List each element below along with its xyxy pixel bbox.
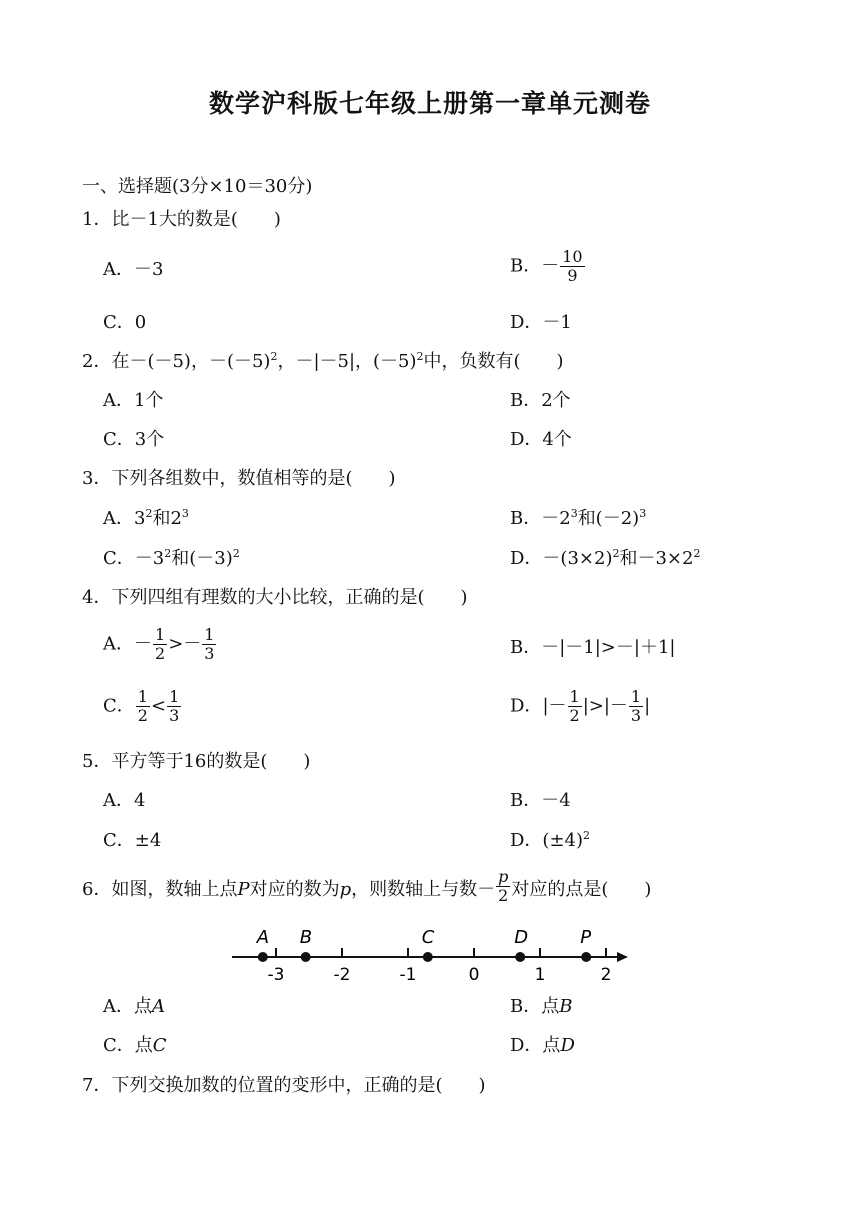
q6-option-a: A．点A: [103, 996, 165, 1017]
q1-option-b: B．－ $\frac{10}{9}$: [510, 247, 583, 285]
question-2-stem: 2．在－(－5)，$-(-5)^2$，－|－5|，$(-5)^2$中，负数有( ): [82, 350, 564, 372]
number-line-figure: [228, 920, 632, 984]
q5-option-b: B．－4: [510, 790, 571, 811]
section-heading: 一、选择题(3分×10＝30分): [82, 176, 313, 197]
point-b: [301, 952, 311, 962]
tick-label: 2: [600, 965, 612, 984]
point-label: P: [580, 927, 592, 948]
question-6-stem: 6．如图，数轴上点P对应的数为p，则数轴上与数－ $\frac{p}{2}$ 对应的点是( ): [82, 867, 652, 905]
tick-label: -1: [399, 965, 417, 984]
point-label: B: [299, 927, 313, 948]
q4-option-d: D．|－ $\frac{1}{2}$ |>|－ $\frac{1}{3}$ |: [510, 687, 651, 725]
q3-option-d: D．$-(3\times 2)^2$和$-3\times 2^2$: [510, 547, 701, 569]
fraction: $\frac{1}{2}$: [569, 687, 580, 725]
q3-option-a: A．$3^2$和$2^3$: [103, 507, 189, 529]
point-d: [515, 952, 525, 962]
q5-option-a: A．4: [103, 790, 146, 811]
q1-option-a: A．－3: [103, 259, 164, 280]
q6-option-c: C．点C: [103, 1035, 167, 1056]
fraction: $\frac{1}{3}$: [169, 687, 180, 725]
tick-label: 0: [468, 965, 480, 984]
q2-option-a: A．1个: [103, 390, 164, 411]
fraction: $\frac{1}{3}$: [630, 687, 642, 725]
q2-option-c: C．3个: [103, 429, 165, 450]
question-7-stem: 7．下列交换加数的位置的变形中，正确的是( ): [82, 1075, 486, 1096]
fraction: $\frac{1}{2}$: [155, 625, 166, 663]
q5-option-d: D．$(\pm 4)^2$: [510, 829, 591, 851]
point-label: C: [421, 927, 435, 948]
q5-option-c: C．±4: [103, 830, 162, 851]
q4-option-b: B．－|－1|>－|＋1|: [510, 637, 676, 658]
point-a: [258, 952, 268, 962]
point-c: [423, 952, 433, 962]
fraction: $\frac{1}{3}$: [204, 625, 215, 663]
q2-option-d: D．4个: [510, 429, 572, 450]
q1-option-c: C．0: [103, 312, 147, 333]
q3-option-c: C．$-3^2$和$(-3)^2$: [103, 547, 240, 569]
tick-label: 1: [534, 965, 546, 984]
q2-option-b: B．2个: [510, 390, 571, 411]
q4-option-c: C． $\frac{1}{2}$ < $\frac{1}{3}$: [103, 687, 180, 725]
point-p: [581, 952, 591, 962]
fraction: $\frac{p}{2}$: [498, 867, 509, 905]
fraction: $\frac{10}{9}$: [562, 247, 583, 285]
fraction: $\frac{1}{2}$: [137, 687, 148, 725]
point-label: D: [514, 927, 529, 948]
question-1-stem: 1．比－1大的数是( ): [82, 209, 281, 230]
point-label: A: [256, 927, 270, 948]
tick-label: -2: [333, 965, 351, 984]
tick-label: -3: [267, 965, 285, 984]
q3-option-b: B．$-2^3$和$(-2)^3$: [510, 507, 647, 529]
q1-option-d: D．－1: [510, 312, 572, 333]
q4-option-a: A．－ $\frac{1}{2}$ >－ $\frac{1}{3}$: [103, 625, 215, 663]
q6-option-b: B．点B: [510, 996, 573, 1017]
q6-option-d: D．点D: [510, 1035, 575, 1056]
question-5-stem: 5．平方等于16的数是( ): [82, 751, 311, 772]
question-4-stem: 4．下列四组有理数的大小比较，正确的是( ): [82, 587, 468, 608]
question-3-stem: 3．下列各组数中，数值相等的是( ): [82, 468, 396, 489]
arrow-head-icon: [617, 952, 628, 962]
page-title: 数学沪科版七年级上册第一章单元测卷: [208, 89, 651, 118]
